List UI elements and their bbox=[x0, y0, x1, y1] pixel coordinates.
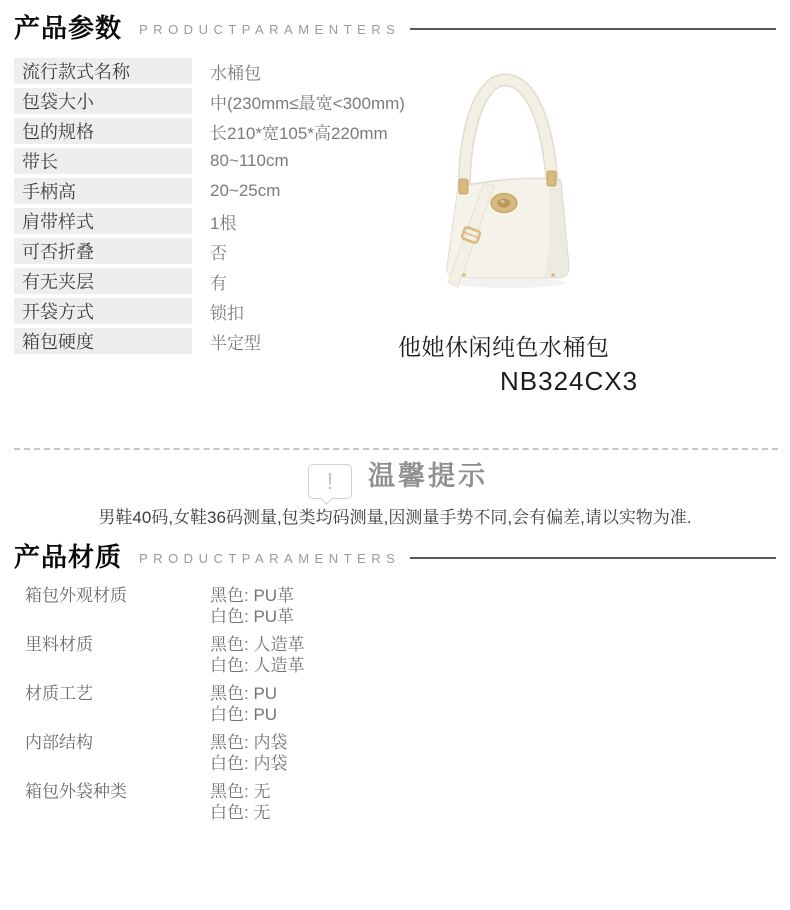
material-values bbox=[210, 634, 304, 676]
material-label: 内部结构 bbox=[25, 733, 93, 752]
header-rule bbox=[410, 28, 776, 30]
material-values bbox=[210, 683, 277, 725]
material-value-line: 黑色: 内袋 bbox=[210, 733, 288, 752]
spec-value: 20~25cm bbox=[210, 181, 281, 200]
material-values bbox=[210, 732, 287, 774]
spec-label: 手柄高 bbox=[14, 178, 192, 204]
tips-title: 温馨提示 bbox=[368, 461, 488, 491]
material-value-line: 白色: 内袋 bbox=[210, 754, 288, 773]
spec-value: 1根 bbox=[210, 213, 237, 233]
section-title: 产品材质 bbox=[14, 542, 123, 572]
section-subtitle: PRODUCTPARAMENTERS bbox=[139, 21, 401, 37]
header-rule bbox=[410, 557, 776, 559]
spec-value: 中(230mm≤最宽<300mm) bbox=[210, 93, 405, 113]
list-item bbox=[25, 585, 745, 627]
material-value-line: 黑色: 无 bbox=[210, 782, 271, 801]
section-title: 产品参数 bbox=[14, 13, 123, 43]
product-name: 他她休闲纯色水桶包 bbox=[398, 334, 610, 360]
material-label: 材质工艺 bbox=[25, 684, 93, 703]
material-value-line: 黑色: 人造革 bbox=[210, 635, 305, 654]
tips-text: 男鞋40码,女鞋36码测量,包类均码测量,因测量手势不同,会有偏差,请以实物为准. bbox=[98, 508, 692, 527]
spec-value: 锁扣 bbox=[210, 303, 244, 323]
exclamation-glyph: ! bbox=[326, 468, 334, 494]
material-value-line: 白色: PU革 bbox=[210, 607, 295, 626]
material-value-line: 黑色: PU革 bbox=[210, 586, 295, 605]
material-label: 箱包外袋种类 bbox=[25, 782, 127, 801]
spec-label: 开袋方式 bbox=[14, 298, 192, 324]
spec-value: 有 bbox=[210, 273, 227, 293]
material-value-line: 白色: 人造革 bbox=[210, 656, 305, 675]
spec-label: 有无夹层 bbox=[14, 268, 192, 294]
product-photo-bucket-bag bbox=[440, 72, 580, 302]
section-header-materials bbox=[14, 537, 776, 574]
spec-value: 半定型 bbox=[210, 333, 261, 353]
material-label: 箱包外观材质 bbox=[25, 586, 127, 605]
bucket-bag-illustration bbox=[447, 80, 569, 288]
section-subtitle: PRODUCTPARAMENTERS bbox=[139, 550, 401, 566]
spec-value: 80~110cm bbox=[210, 151, 289, 170]
list-item bbox=[25, 781, 745, 823]
spec-label: 包的规格 bbox=[14, 118, 192, 144]
spec-value: 水桶包 bbox=[210, 63, 261, 83]
material-value-line: 白色: PU bbox=[210, 705, 278, 724]
material-value-line: 白色: 无 bbox=[210, 803, 271, 822]
spec-label: 肩带样式 bbox=[14, 208, 192, 234]
list-item bbox=[25, 683, 745, 725]
exclamation-bubble-icon bbox=[308, 464, 352, 499]
list-item bbox=[25, 634, 745, 676]
material-label: 里料材质 bbox=[25, 635, 93, 654]
spec-label: 可否折叠 bbox=[14, 238, 192, 264]
materials-list bbox=[25, 585, 745, 830]
spec-label: 带长 bbox=[14, 148, 192, 174]
section-header-params bbox=[14, 8, 776, 45]
spec-label: 包袋大小 bbox=[14, 88, 192, 114]
material-values bbox=[210, 585, 294, 627]
spec-label: 流行款式名称 bbox=[14, 58, 192, 84]
material-value-line: 黑色: PU bbox=[210, 684, 278, 703]
spec-value: 否 bbox=[210, 243, 227, 263]
product-model: NB324CX3 bbox=[500, 366, 639, 396]
material-values bbox=[210, 781, 270, 823]
spec-value: 长210*宽105*高220mm bbox=[210, 123, 388, 143]
spec-label: 箱包硬度 bbox=[14, 328, 192, 354]
dashed-divider bbox=[14, 448, 778, 450]
list-item bbox=[25, 732, 745, 774]
